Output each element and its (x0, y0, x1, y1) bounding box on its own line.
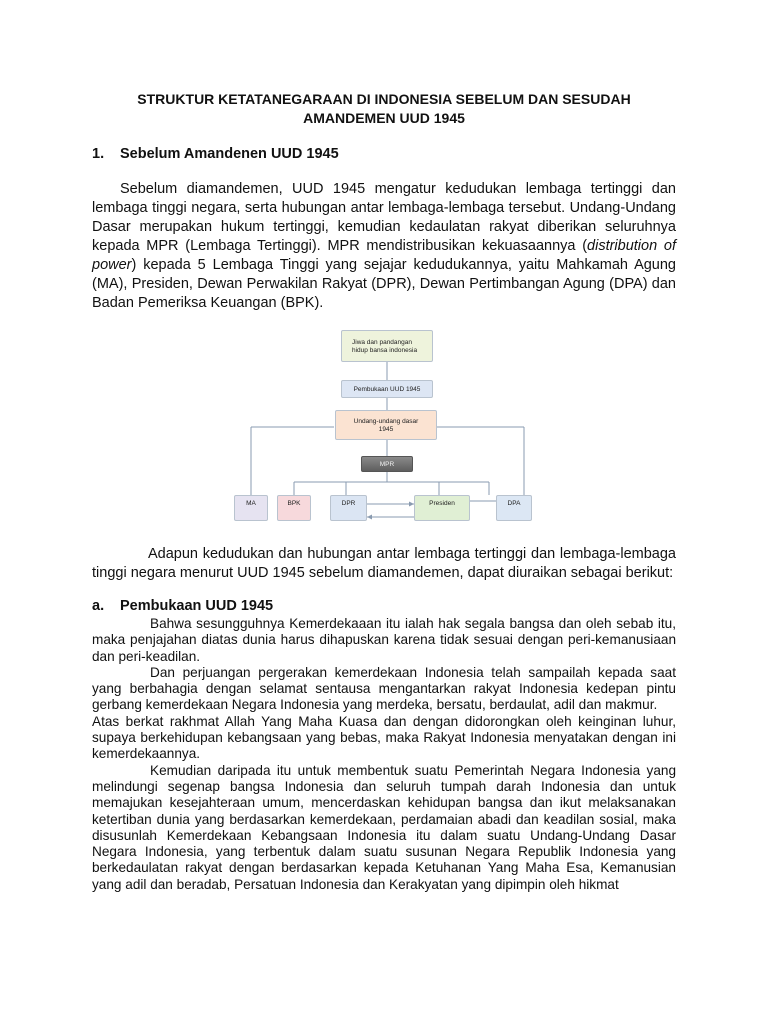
relation-paragraph (92, 545, 676, 583)
title-line-1: STRUKTUR KETATANEGARAAN DI INDONESIA SEBELUM DAN SESUDAH (137, 91, 631, 107)
preamble-paragraph-2 (92, 665, 676, 714)
box-jiwa-pandangan (341, 330, 433, 362)
preamble-p1-text: Bahwa sesungguhnya Kemerdekaaan itu ialah hak segala bangsa dan oleh sebab itu, maka penjajahan diatas dunia harus dihapuskan karena tidak sesuai dengan peri-kemanusiaan dan peri-keadilan. (92, 616, 676, 664)
box-dpr: DPR (330, 495, 367, 521)
intro-text-1: Sebelum diamandemen, UUD 1945 mengatur kedudukan lembaga tertinggi dan lembaga tinggi negara, serta hubungan antar lembaga-lembaga tersebut. Undang-Undang Dasar merupakan hukum tertinggi, kemudian kedaulatan rakyat diberikan seluruhnya kepada MPR (Lembaga Tertinggi). MPR mendistribusikan kekuasaannya ( (92, 181, 676, 254)
preamble-paragraph-4 (92, 763, 676, 893)
document-title (92, 90, 676, 128)
box-uud-line-2: 1945 (378, 425, 394, 433)
section-1-title: Sebelum Amandenen UUD 1945 (120, 146, 339, 162)
box-dpa: DPA (496, 495, 532, 521)
box-bpk: BPK (277, 495, 311, 521)
preamble-p2-text: Dan perjuangan pergerakan kemerdekaan Indonesia telah sampailah kepada saat yang berbahagia dengan selamat sentausa mengantarkan rakyat Indonesia kedepan pintu gerbang kemerdekaan Negara Indonesia yang merdeka, bersatu, berdaulat, adil dan makmur. (92, 664, 676, 713)
preamble-paragraph-3 (92, 714, 676, 763)
section-a-heading (92, 598, 273, 614)
intro-text-2: ) kepada 5 Lembaga Tinggi yang sejajar kedudukannya, yaitu Mahkamah Agung (MA), Presiden, Dewan Perwakilan Rakyat (DPR), Dewan Pertimbangan Agung (DPA) dan Badan Pemeriksa Keuangan (BPK). (92, 257, 676, 311)
relation-text: Adapun kedudukan dan hubungan antar lembaga tertinggi dan lembaga-lembaga tinggi negara menurut UUD 1945 sebelum diamandemen, dapat diuraikan sebagai berikut: (92, 546, 676, 581)
box-presiden: Presiden (414, 495, 470, 521)
structure-diagram (234, 322, 544, 522)
box-pembukaan: Pembukaan UUD 1945 (341, 380, 433, 398)
intro-paragraph (92, 180, 676, 313)
preamble-p4-text: Kemudian daripada itu untuk membentuk suatu Pemerintah Negara Indonesia yang melindungi segenap bangsa Indonesia dan seluruh tumpah darah Indonesia dan untuk memajukan kesejahteraan umum, mencerdaskan kehidupan bangsa dan ikut melaksanakan ketertiban dunia yang berdasarkan kemerdekaan, perdamaian abadi dan keadilan sosial, maka disusunlah Kemerdekaan Kebangsaan Indonesia itu dalam suatu Undang-Undang Dasar Negara Indonesia, yang terbentuk dalam suatu susunan Negara Republik Indonesia yang berkedaulatan rakyat dengan berdasarkan kepada Ketuhanan Yang Maha Esa, Kemanusian yang adil dan beradab, Persatuan Indonesia dan Kerakyatan yang dipimpin oleh hikmat (92, 762, 676, 892)
section-1-heading (92, 146, 339, 162)
intro-italic-term: distribution of power (92, 238, 676, 273)
box-mpr: MPR (361, 456, 413, 472)
box-ma: MA (234, 495, 268, 521)
box-uud-line-1: Undang-undang dasar (353, 418, 419, 425)
section-a-title: Pembukaan UUD 1945 (120, 598, 274, 614)
box-jiwa-line-1: Jiwa dan pandangan (352, 339, 412, 346)
box-jiwa-line-2: hidup bansa indonesia (352, 346, 418, 354)
preamble-text (92, 616, 676, 893)
section-a-letter: a. (92, 598, 105, 614)
preamble-paragraph-1 (92, 616, 676, 665)
section-1-number: 1. (92, 146, 105, 162)
title-line-2: AMANDEMEN UUD 1945 (303, 110, 465, 126)
box-uud (335, 410, 437, 440)
preamble-p3-text: Atas berkat rakhmat Allah Yang Maha Kuasa dan dengan didorongkan oleh keinginan luhur, supaya berkehidupan kebangsaan yang bebas, maka Rakyat Indonesia menyatakan dengan ini kemerdekaannya. (92, 713, 676, 762)
